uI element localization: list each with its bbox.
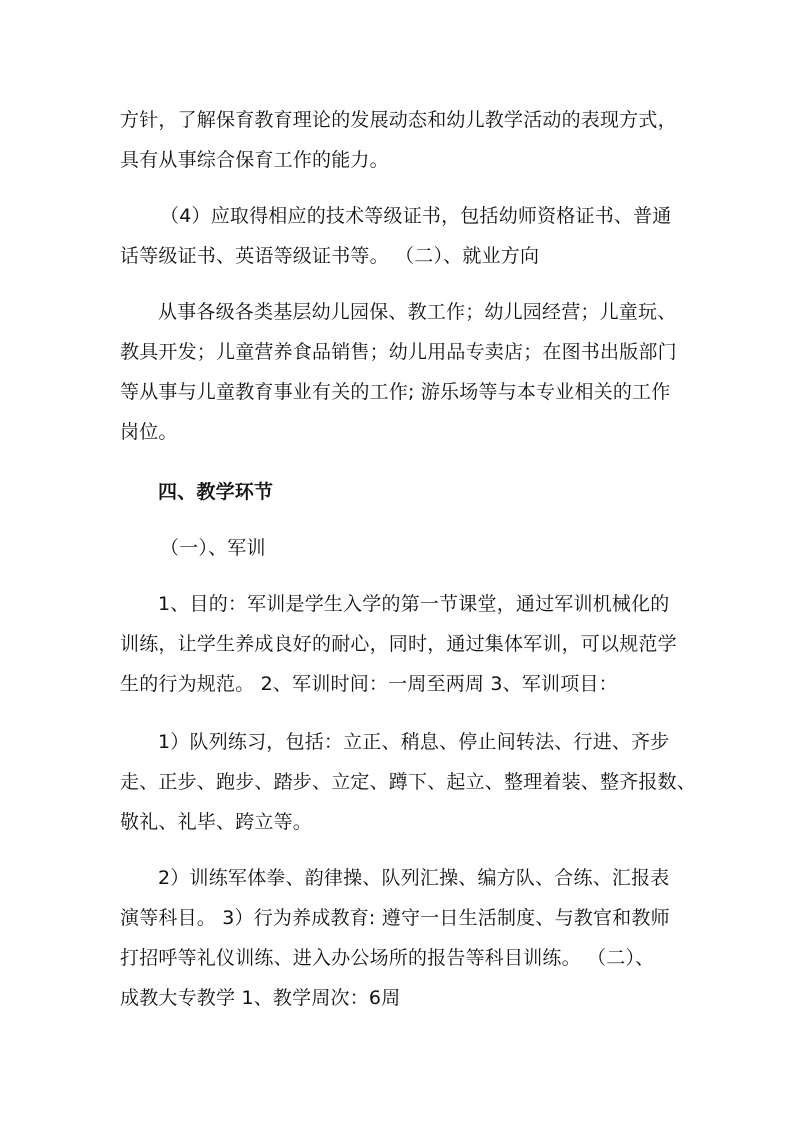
section-heading: 四、教学环节 [158, 481, 274, 503]
paragraph-5-line-3: 敬礼、礼毕、跨立等。 [120, 811, 313, 833]
paragraph-5-line-1: 1）队列练习，包括：立正、稍息、停止间转法、行进、齐步 [158, 731, 670, 753]
paragraph-6-line-2: 演等科目。 3）行为养成教育: 遵守一日生活制度、与教官和教师 [120, 907, 670, 929]
paragraph-2-line-2: 话等级证书、英语等级证书等。 （二）、就业方向 [120, 245, 540, 267]
paragraph-3-line-4: 岗位。 [120, 421, 178, 443]
paragraph-3-line-2: 教具开发；儿童营养食品销售；幼儿用品专卖店；在图书出版部门 [120, 341, 677, 363]
paragraph-1-line-1: 方针，了解保育教育理论的发展动态和幼儿教学活动的表现方式， [120, 109, 677, 131]
paragraph-6-line-3: 打招呼等礼仪训练、进入办公场所的报告等科目训练。 （二）、 [120, 947, 655, 969]
paragraph-6-line-1: 2）训练军体拳、韵律操、队列汇操、编方队、合练、汇报表 [158, 867, 670, 889]
subheading-military-training: （一）、军训 [160, 537, 266, 559]
paragraph-4-line-3: 生的行为规范。 2、军训时间：一周至两周 3、军训项目： [120, 673, 618, 695]
paragraph-4-line-1: 1、目的：军训是学生入学的第一节课堂，通过军训机械化的 [158, 593, 670, 615]
paragraph-1-line-2: 具有从事综合保育工作的能力。 [120, 149, 389, 171]
paragraph-3-line-3: 等从事与儿童教育事业有关的工作; 游乐场等与本专业相关的工作 [120, 381, 671, 403]
paragraph-6-line-4: 成教大专教学 1、教学周次：6周 [120, 987, 401, 1009]
paragraph-4-line-2: 训练，让学生养成良好的耐心，同时，通过集体军训，可以规范学 [120, 633, 677, 655]
paragraph-2-line-1: （4）应取得相应的技术等级证书，包括幼师资格证书、普通 [160, 205, 672, 227]
paragraph-5-line-2: 走、正步、跑步、踏步、立定、蹲下、起立、整理着装、整齐报数、 [120, 771, 697, 793]
paragraph-3-line-1: 从事各级各类基层幼儿园保、教工作；幼儿园经营；儿童玩、 [158, 301, 677, 323]
